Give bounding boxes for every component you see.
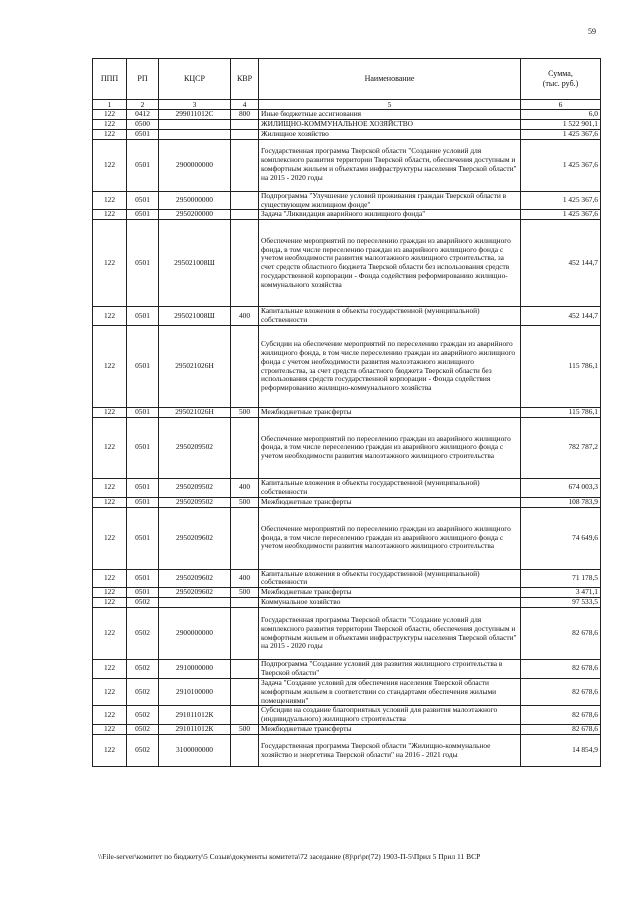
cell-sum: 1 425 367,6	[521, 210, 601, 220]
table-row	[93, 139, 601, 191]
cell-kvr	[231, 706, 259, 725]
cell-kcsr: 2950209602	[159, 507, 231, 569]
cell-ppp: 122	[93, 569, 127, 588]
header-kvr: КВР	[231, 59, 259, 100]
cell-rp: 0502	[127, 660, 159, 679]
cell-kcsr: 299011012С	[159, 110, 231, 120]
cell-sum: 115 786,1	[521, 326, 601, 408]
cell-kcsr: 291011012К	[159, 725, 231, 735]
cell-kcsr	[159, 598, 231, 608]
cell-kcsr: 2900000000	[159, 608, 231, 660]
cell-kvr: 400	[231, 307, 259, 326]
table-row	[93, 735, 601, 767]
cell-sum: 115 786,1	[521, 408, 601, 418]
cell-rp: 0501	[127, 417, 159, 478]
cell-rp: 0412	[127, 110, 159, 120]
cell-kcsr: 295021026Н	[159, 326, 231, 408]
cell-rp: 0501	[127, 507, 159, 569]
cell-ppp: 122	[93, 220, 127, 307]
cell-name: Задача "Ликвидация аварийного жилищного фонда"	[259, 210, 521, 220]
table-row	[93, 220, 601, 307]
column-number: 6	[521, 100, 601, 110]
cell-ppp: 122	[93, 139, 127, 191]
header-rp: РП	[127, 59, 159, 100]
column-number: 4	[231, 100, 259, 110]
cell-kvr	[231, 417, 259, 478]
table-row	[93, 608, 601, 660]
cell-kcsr: 2950209602	[159, 588, 231, 598]
cell-sum: 452 144,7	[521, 220, 601, 307]
cell-rp: 0501	[127, 220, 159, 307]
cell-kcsr: 2950000000	[159, 191, 231, 210]
cell-name: Государственная программа Тверской области "Жилищно-коммунальное хозяйство и энергетика Тверской области" на 2016 - 2021 годы	[259, 735, 521, 767]
cell-rp: 0501	[127, 129, 159, 139]
cell-rp: 0502	[127, 608, 159, 660]
cell-sum: 82 678,6	[521, 608, 601, 660]
cell-sum: 74 649,6	[521, 507, 601, 569]
page-number: 59	[588, 27, 596, 36]
cell-ppp: 122	[93, 588, 127, 598]
table-row	[93, 408, 601, 418]
cell-ppp: 122	[93, 326, 127, 408]
cell-rp: 0501	[127, 326, 159, 408]
cell-kvr	[231, 191, 259, 210]
cell-name: Межбюджетные трансферты	[259, 588, 521, 598]
cell-kcsr: 2950209602	[159, 569, 231, 588]
cell-kvr: 400	[231, 478, 259, 497]
cell-name: Жилищное хозяйство	[259, 129, 521, 139]
cell-ppp: 122	[93, 678, 127, 706]
cell-sum: 782 787,2	[521, 417, 601, 478]
cell-sum: 82 678,6	[521, 678, 601, 706]
cell-kvr: 500	[231, 588, 259, 598]
cell-ppp: 122	[93, 408, 127, 418]
cell-sum: 3 471,1	[521, 588, 601, 598]
cell-sum: 1 425 367,6	[521, 191, 601, 210]
cell-rp: 0501	[127, 478, 159, 497]
cell-sum: 452 144,7	[521, 307, 601, 326]
cell-kcsr	[159, 129, 231, 139]
column-number: 3	[159, 100, 231, 110]
cell-sum: 97 533,5	[521, 598, 601, 608]
cell-ppp: 122	[93, 660, 127, 679]
cell-sum: 82 678,6	[521, 660, 601, 679]
cell-kvr	[231, 735, 259, 767]
cell-sum: 108 783,9	[521, 497, 601, 507]
table-row	[93, 119, 601, 129]
cell-name: Субсидии на создание благоприятных условий для развития малоэтажного (индивидуального) жилищного строительства	[259, 706, 521, 725]
cell-name: Иные бюджетные ассигнования	[259, 110, 521, 120]
cell-sum: 82 678,6	[521, 725, 601, 735]
cell-rp: 0500	[127, 119, 159, 129]
cell-rp: 0501	[127, 191, 159, 210]
cell-name: Задача "Создание условий для обеспечения населения Тверской области комфортным жильем в соответствии со стандартами обеспечения жилыми помещениями"	[259, 678, 521, 706]
table-row	[93, 191, 601, 210]
cell-kvr	[231, 678, 259, 706]
cell-kcsr: 295021026Н	[159, 408, 231, 418]
header-name: Наименование	[259, 59, 521, 100]
cell-sum: 6,0	[521, 110, 601, 120]
cell-name: Обеспечение мероприятий по переселению граждан из аварийного жилищного фонда, в том числе переселению граждан из аварийного жилищного фонда с учетом необходимости развития малоэтажного жилищного строительства	[259, 417, 521, 478]
cell-name: Капитальные вложения в объекты государственной (муниципальной) собственности	[259, 307, 521, 326]
cell-kvr: 400	[231, 569, 259, 588]
cell-rp: 0502	[127, 678, 159, 706]
table-row	[93, 497, 601, 507]
cell-kvr	[231, 129, 259, 139]
cell-kvr	[231, 119, 259, 129]
table-row	[93, 110, 601, 120]
table-row	[93, 507, 601, 569]
table-row	[93, 678, 601, 706]
cell-sum: 82 678,6	[521, 706, 601, 725]
cell-kcsr: 2950209502	[159, 497, 231, 507]
cell-kvr	[231, 660, 259, 679]
cell-rp: 0501	[127, 569, 159, 588]
table-row	[93, 478, 601, 497]
cell-name: Межбюджетные трансферты	[259, 725, 521, 735]
cell-rp: 0502	[127, 706, 159, 725]
cell-kcsr: 2950209502	[159, 417, 231, 478]
cell-name: Межбюджетные трансферты	[259, 497, 521, 507]
budget-table	[92, 58, 601, 767]
cell-rp: 0502	[127, 725, 159, 735]
cell-kvr	[231, 608, 259, 660]
table-row	[93, 210, 601, 220]
cell-rp: 0502	[127, 598, 159, 608]
cell-sum: 674 003,3	[521, 478, 601, 497]
cell-kcsr	[159, 119, 231, 129]
file-path-footer: \\File-server\комитет по бюджету\5 Созыв\документы комитета\72 заседание (8)\pr\pr(72) 1903-П-5\Прил 5 Прил 11 ВСР	[98, 852, 481, 861]
table-row	[93, 725, 601, 735]
cell-rp: 0501	[127, 139, 159, 191]
column-number-row	[93, 100, 601, 110]
cell-kvr	[231, 326, 259, 408]
cell-ppp: 122	[93, 507, 127, 569]
cell-kcsr: 2950209502	[159, 478, 231, 497]
cell-ppp: 122	[93, 119, 127, 129]
cell-name: Капитальные вложения в объекты государственной (муниципальной) собственности	[259, 478, 521, 497]
cell-ppp: 122	[93, 706, 127, 725]
cell-kcsr: 295021008Ш	[159, 307, 231, 326]
cell-name: Субсидии на обеспечение мероприятий по переселению граждан из аварийного жилищного фонда, в том числе переселению граждан из аварийного жилищного фонда с учетом необходимости развития малоэтажного жилищного строительства, за счет средств областного бюджета Тверской области без использования средств государственной корпорации - Фонда содействия реформированию жилищно-коммунального хозяйства	[259, 326, 521, 408]
cell-sum: 1 522 901,1	[521, 119, 601, 129]
cell-kvr	[231, 210, 259, 220]
cell-ppp: 122	[93, 110, 127, 120]
cell-kvr	[231, 507, 259, 569]
cell-kvr	[231, 220, 259, 307]
cell-name: Обеспечение мероприятий по переселению граждан из аварийного жилищного фонда, в том числе переселению граждан из аварийного жилищного фонда с учетом необходимости развития малоэтажного жилищного строительства, за счет средств областного бюджета Тверской области без использования средств государственной корпорации - Фонда содействия реформированию жилищно-коммунального хозяйства	[259, 220, 521, 307]
cell-kvr: 500	[231, 725, 259, 735]
cell-ppp: 122	[93, 210, 127, 220]
cell-name: Государственная программа Тверской области "Создание условий для комплексного развития территории Тверской области, обеспечения доступным и комфортным жильем и объектами инфраструктуры населения Тверской области" на 2015 - 2020 годы	[259, 608, 521, 660]
cell-ppp: 122	[93, 478, 127, 497]
cell-name: ЖИЛИЩНО-КОММУНАЛЬНОЕ ХОЗЯЙСТВО	[259, 119, 521, 129]
cell-rp: 0501	[127, 497, 159, 507]
cell-name: Капитальные вложения в объекты государственной (муниципальной) собственности	[259, 569, 521, 588]
cell-kcsr: 2910100000	[159, 678, 231, 706]
header-kcsr: КЦСР	[159, 59, 231, 100]
cell-name: Подпрограмма "Улучшение условий проживания граждан Тверской области в существующем жилищном фонде"	[259, 191, 521, 210]
table-row	[93, 326, 601, 408]
cell-sum: 71 178,5	[521, 569, 601, 588]
cell-name: Государственная программа Тверской области "Создание условий для комплексного развития территории Тверской области, обеспечения доступным и комфортным жильем и объектами инфраструктуры населения Тверской области" на 2015 - 2020 годы	[259, 139, 521, 191]
table-row	[93, 569, 601, 588]
column-number: 5	[259, 100, 521, 110]
cell-kcsr: 2910000000	[159, 660, 231, 679]
cell-kcsr: 295021008Ш	[159, 220, 231, 307]
table-row	[93, 588, 601, 598]
cell-kcsr: 2900000000	[159, 139, 231, 191]
table-row	[93, 129, 601, 139]
table-row	[93, 417, 601, 478]
column-number: 1	[93, 100, 127, 110]
table-row	[93, 598, 601, 608]
header-sum: Сумма, (тыс. руб.)	[521, 59, 601, 100]
cell-name: Подпрограмма "Создание условий для развития жилищного строительства в Тверской области"	[259, 660, 521, 679]
cell-ppp: 122	[93, 417, 127, 478]
cell-kcsr: 291011012К	[159, 706, 231, 725]
cell-name: Межбюджетные трансферты	[259, 408, 521, 418]
cell-ppp: 122	[93, 129, 127, 139]
cell-ppp: 122	[93, 608, 127, 660]
cell-name: Обеспечение мероприятий по переселению граждан из аварийного жилищного фонда, в том числе переселению граждан из аварийного жилищного фонда с учетом необходимости развития малоэтажного жилищного строительства	[259, 507, 521, 569]
cell-rp: 0501	[127, 307, 159, 326]
cell-rp: 0501	[127, 408, 159, 418]
cell-name: Коммунальное хозяйство	[259, 598, 521, 608]
cell-ppp: 122	[93, 735, 127, 767]
cell-rp: 0501	[127, 210, 159, 220]
table-row	[93, 307, 601, 326]
table-row	[93, 706, 601, 725]
table-row	[93, 660, 601, 679]
cell-kvr: 800	[231, 110, 259, 120]
cell-ppp: 122	[93, 598, 127, 608]
table-header-row	[93, 59, 601, 100]
header-ppp: ППП	[93, 59, 127, 100]
cell-kvr	[231, 139, 259, 191]
cell-kcsr: 2950200000	[159, 210, 231, 220]
cell-kcsr: 3100000000	[159, 735, 231, 767]
cell-kvr	[231, 598, 259, 608]
cell-kvr: 500	[231, 408, 259, 418]
cell-rp: 0501	[127, 588, 159, 598]
cell-ppp: 122	[93, 307, 127, 326]
cell-kvr: 500	[231, 497, 259, 507]
cell-sum: 14 854,9	[521, 735, 601, 767]
cell-sum: 1 425 367,6	[521, 139, 601, 191]
cell-sum: 1 425 367,6	[521, 129, 601, 139]
cell-ppp: 122	[93, 497, 127, 507]
cell-rp: 0502	[127, 735, 159, 767]
cell-ppp: 122	[93, 725, 127, 735]
column-number: 2	[127, 100, 159, 110]
cell-ppp: 122	[93, 191, 127, 210]
